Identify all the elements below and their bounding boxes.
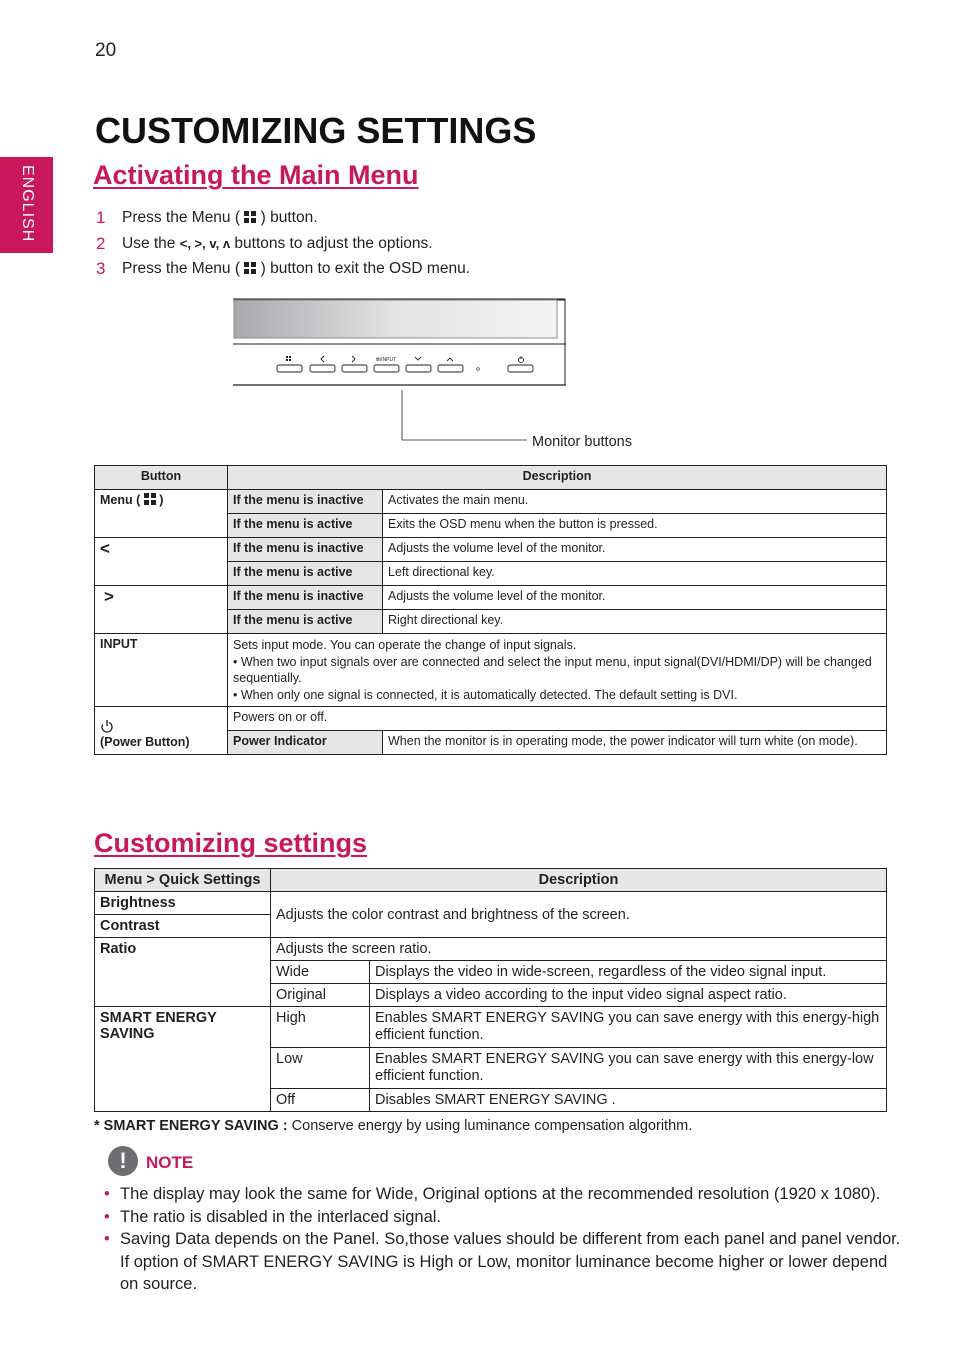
step-text: Press the Menu ( <box>122 260 241 277</box>
option-off: Off <box>271 1089 370 1112</box>
header-description: Description <box>228 466 887 490</box>
table-row <box>95 1007 887 1048</box>
monitor-buttons-callout: Monitor buttons <box>532 434 632 450</box>
description-cell: Left directional key. <box>383 562 887 586</box>
right-key-cell: > <box>95 586 228 634</box>
note-text: Saving Data depends on the Panel. So,those values should be different from each panel and panel vendor. If option of SMART ENERGY SAVING is High or Low, monitor luminance become higher or lower depend on source. <box>120 1230 901 1293</box>
footnote-term: * SMART ENERGY SAVING : <box>94 1118 288 1134</box>
settings-table <box>94 868 887 1112</box>
step-text: Use the <box>122 234 176 252</box>
language-tab <box>0 157 53 253</box>
description-cell: Adjusts the volume level of the monitor. <box>383 586 887 610</box>
monitor-illustration <box>225 295 575 445</box>
table-row <box>95 892 887 915</box>
setting-smart-energy-saving: SMART ENERGY SAVING <box>95 1007 271 1112</box>
menu-button-label-end: ) <box>159 493 164 507</box>
table-row <box>95 938 887 961</box>
power-indicator-cell: Power Indicator <box>228 731 383 755</box>
footnote-text: Conserve energy by using luminance compensation algorithm. <box>291 1118 693 1134</box>
menu-icon <box>244 211 256 223</box>
description-cell: Exits the OSD menu when the button is pressed. <box>383 514 887 538</box>
description-cell: Adjusts the color contrast and brightness of the screen. <box>271 892 887 938</box>
note-text: The ratio is disabled in the interlaced signal. <box>120 1207 442 1226</box>
step-text-end: buttons to adjust the options. <box>234 234 433 252</box>
menu-icon <box>144 493 156 505</box>
header-button: Button <box>95 466 228 490</box>
description-cell: Enables SMART ENERGY SAVING you can save energy with this energy-high efficient function. <box>370 1007 887 1048</box>
bullet-icon: • <box>104 1230 110 1248</box>
option-high: High <box>271 1007 370 1048</box>
table-header-row <box>95 466 887 490</box>
menu-icon <box>244 262 256 274</box>
direction-keys: <, >, v, ʌ <box>179 235 231 251</box>
power-button-cell <box>95 707 228 755</box>
input-button-cell: INPUT <box>95 634 228 707</box>
list-item <box>104 1183 904 1206</box>
monitor-input-label: ⦾/INPUT <box>375 357 397 363</box>
step-text-end: ) button. <box>260 209 318 226</box>
option-wide: Wide <box>271 961 370 984</box>
note-text: The display may look the same for Wide, Original options at the recommended resolution (1920 x 1080). <box>120 1185 881 1203</box>
step-number: 2 <box>96 233 106 253</box>
language-tab-label: ENGLISH <box>19 165 36 243</box>
table-row <box>95 490 887 514</box>
bullet-icon: • <box>104 1185 110 1203</box>
description-cell: Activates the main menu. <box>383 490 887 514</box>
option-original: Original <box>271 984 370 1007</box>
condition-active: If the menu is active <box>228 514 383 538</box>
step-number: 1 <box>96 208 106 227</box>
page-title: CUSTOMIZING SETTINGS <box>95 110 537 151</box>
setting-contrast: Contrast <box>95 915 271 938</box>
description-cell: Disables SMART ENERGY SAVING . <box>370 1089 887 1112</box>
option-low: Low <box>271 1048 370 1089</box>
step-number: 3 <box>96 259 106 278</box>
page-number: 20 <box>95 40 117 61</box>
condition-active: If the menu is active <box>228 610 383 634</box>
note-exclamation-icon: ! <box>108 1146 138 1176</box>
description-cell: Powers on or off. <box>228 707 887 731</box>
input-description-cell <box>228 634 887 707</box>
section-heading-customizing: Customizing settings <box>94 828 368 858</box>
bullet-icon: • <box>104 1207 110 1226</box>
condition-active: If the menu is active <box>228 562 383 586</box>
note-list <box>104 1183 904 1296</box>
input-desc-line: • When only one signal is connected, it is automatically detected. The default setting is DVI. <box>233 687 738 702</box>
list-item <box>104 1228 904 1296</box>
input-desc-line: Sets input mode. You can operate the change of input signals. <box>233 638 577 652</box>
description-cell: Displays a video according to the input video signal aspect ratio. <box>370 984 887 1007</box>
table-row <box>95 586 887 610</box>
menu-button-cell <box>95 490 228 538</box>
table-row <box>95 707 887 731</box>
description-cell: Displays the video in wide-screen, regardless of the video signal input. <box>370 961 887 984</box>
list-item <box>104 1206 904 1229</box>
left-key-cell: < <box>95 538 228 586</box>
button-table <box>94 465 887 755</box>
condition-inactive: If the menu is inactive <box>228 490 383 514</box>
table-row <box>95 538 887 562</box>
description-cell: When the monitor is in operating mode, the power indicator will turn white (on mode). <box>383 731 887 755</box>
header-menu: Menu > Quick Settings <box>95 869 271 892</box>
table-header-row <box>95 869 887 892</box>
power-icon <box>100 719 114 733</box>
footnote <box>94 1118 692 1134</box>
header-description: Description <box>271 869 887 892</box>
setting-ratio: Ratio <box>95 938 271 1007</box>
step-text: Press the Menu ( <box>122 209 241 226</box>
note-label: NOTE <box>146 1153 194 1172</box>
setting-brightness: Brightness <box>95 892 271 915</box>
input-desc-line: • When two input signals over are connected and select the input menu, input signal(DVI/HDMI/DP) will be changed sequentially. <box>233 654 872 685</box>
step-text-end: ) button to exit the OSD menu. <box>260 260 471 277</box>
table-row <box>95 634 887 707</box>
description-cell: Enables SMART ENERGY SAVING you can save energy with this energy-low efficient function. <box>370 1048 887 1089</box>
menu-button-label: Menu ( <box>100 493 141 507</box>
condition-inactive: If the menu is inactive <box>228 538 383 562</box>
power-button-label: (Power Button) <box>100 735 190 749</box>
condition-inactive: If the menu is inactive <box>228 586 383 610</box>
description-cell: Adjusts the screen ratio. <box>271 938 887 961</box>
section-heading-main-menu: Activating the Main Menu <box>93 160 419 190</box>
description-cell: Adjusts the volume level of the monitor. <box>383 538 887 562</box>
description-cell: Right directional key. <box>383 610 887 634</box>
